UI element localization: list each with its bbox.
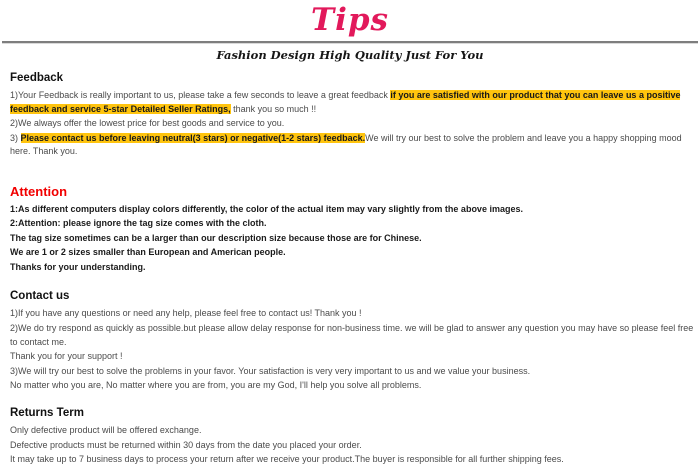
contact-line-1: 1)If you have any questions or need any help, please feel free to contact us! Thank you !: [10, 308, 362, 319]
divider: [2, 41, 698, 44]
section-attention: [10, 185, 696, 275]
feedback-line-3: [10, 132, 696, 159]
feedback-line-1-highlight: if you are satisfied with our product that you can leave us a positive feedback and service 5-star Detailed Seller Ratings,: [10, 90, 681, 114]
feedback-line-1: [10, 89, 696, 116]
returns-line-3: It may take up to 7 business days to process your return after we receive your product.The buyer is responsible for all further shipping fees.: [10, 454, 564, 465]
page-title: Tips: [311, 2, 389, 38]
returns-term-heading: Returns Term: [10, 407, 84, 420]
feedback-line-1-pre: 1)Your Feedback is really important to us, please take a few seconds to leave a great feedback: [10, 90, 391, 100]
attention-line-4: We are 1 or 2 sizes smaller than European and American people.: [10, 247, 286, 258]
feedback-line-3-post: We will try our best to solve the problem and leave you a happy shopping mood here. Thank you.: [10, 132, 682, 157]
tagline: Fashion Design High Quality Just For You: [216, 48, 484, 62]
feedback-line-3-highlight: Please contact us before leaving neutral(3 stars) or negative(1-2 stars) feedback.: [20, 132, 366, 143]
attention-line-3: The tag size sometimes can be a larger than our description size because those are for Chinese.: [10, 232, 422, 243]
feedback-line-3-pre: 3): [10, 132, 21, 143]
tips-page: [0, 2, 700, 465]
feedback-heading: Feedback: [10, 72, 64, 84]
contact-line-2: 2)We do try respond as quickly as possible.but please allow delay response for non-business time. we will be glad to answer any question you may have so please feel free to contact me.: [10, 323, 694, 347]
attention-line-2: 2:Attention: please ignore the tag size comes with the cloth.: [10, 218, 267, 229]
contact-line-4: 3)We will try our best to solve the problems in your favor. Your satisfaction is very very important to us and we value your business.: [10, 365, 531, 376]
returns-line-1: Only defective product will be offered exchange.: [10, 425, 202, 436]
section-feedback: [10, 71, 696, 159]
content: [0, 71, 700, 467]
feedback-line-1-post: thank you so much !!: [230, 103, 317, 114]
contact-line-5: No matter who you are, No matter where you are from, you are my God, I'll help you solve all problems.: [10, 380, 422, 391]
returns-line-2: Defective products must be returned within 30 days from the date you placed your order.: [10, 439, 362, 450]
contact-us-heading: Contact us: [10, 290, 70, 303]
attention-line-1: 1:As different computers display colors differently, the color of the actual item may vary slightly from the above images.: [10, 203, 523, 214]
attention-heading: Attention: [10, 183, 68, 199]
section-contact-us: [10, 289, 696, 393]
contact-line-3: Thank you for your support !: [10, 351, 123, 362]
attention-line-5: Thanks for your understanding.: [10, 261, 146, 272]
feedback-line-2: 2)We always offer the lowest price for best goods and service to you.: [10, 118, 285, 129]
